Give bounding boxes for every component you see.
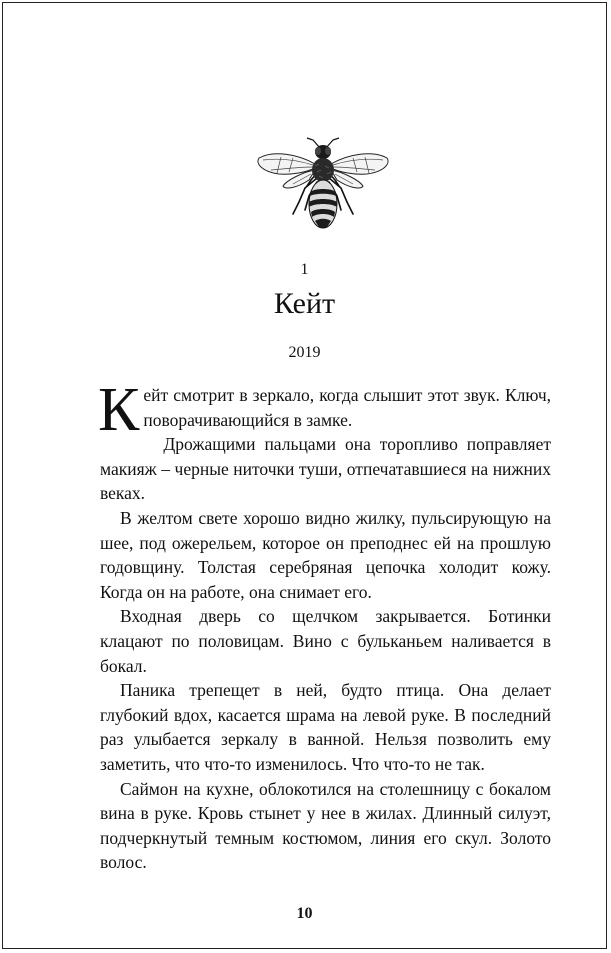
paragraph xyxy=(98,376,551,444)
paragraph: Паника трепещет в ней, будто птица. Она делает глубокий вдох, касается шрама на левой руке. В последний раз улыбается зеркалу в ванной. Нельзя позволить ему заметить, что что-то изменилось. Что что-то не так. xyxy=(100,680,551,774)
book-page xyxy=(2,2,607,949)
paragraph: Входная дверь со щелчком закрывается. Ботинки клацают по половицам. Вино с бульканьем наливается в бокал. xyxy=(100,606,551,676)
chapter-number: 1 xyxy=(300,261,309,278)
chapter-title: Кейт xyxy=(273,287,336,320)
bee-icon xyxy=(253,136,393,236)
body-text xyxy=(98,376,551,875)
page-number: 10 xyxy=(296,905,313,922)
chapter-year: 2019 xyxy=(288,344,321,361)
paragraph-text: ейт смотрит в зеркало, когда слышит этот звук. Ключ, поворачивающийся в замке. xyxy=(143,385,551,430)
paragraph: Саймон на кухне, облокотился на столешницу с бокалом вина в руке. Кровь стынет у нее в жилах. Длинный силуэт, подчеркнутый темным костюмом, линия его скул. Золото волос. xyxy=(100,778,551,873)
paragraph: Дрожащими пальцами она торопливо поправляет макияж – черные ниточки туши, отпечатавшиеся на нижних веках. xyxy=(100,434,551,504)
paragraph: В желтом свете хорошо видно жилку, пульсирующую на шее, под ожерельем, которое он преподнес ей на прошлую годовщину. Толстая серебряная цепочка холодит кожу. Когда он на работе, она снимает его. xyxy=(100,507,551,602)
drop-cap: К xyxy=(98,376,140,444)
